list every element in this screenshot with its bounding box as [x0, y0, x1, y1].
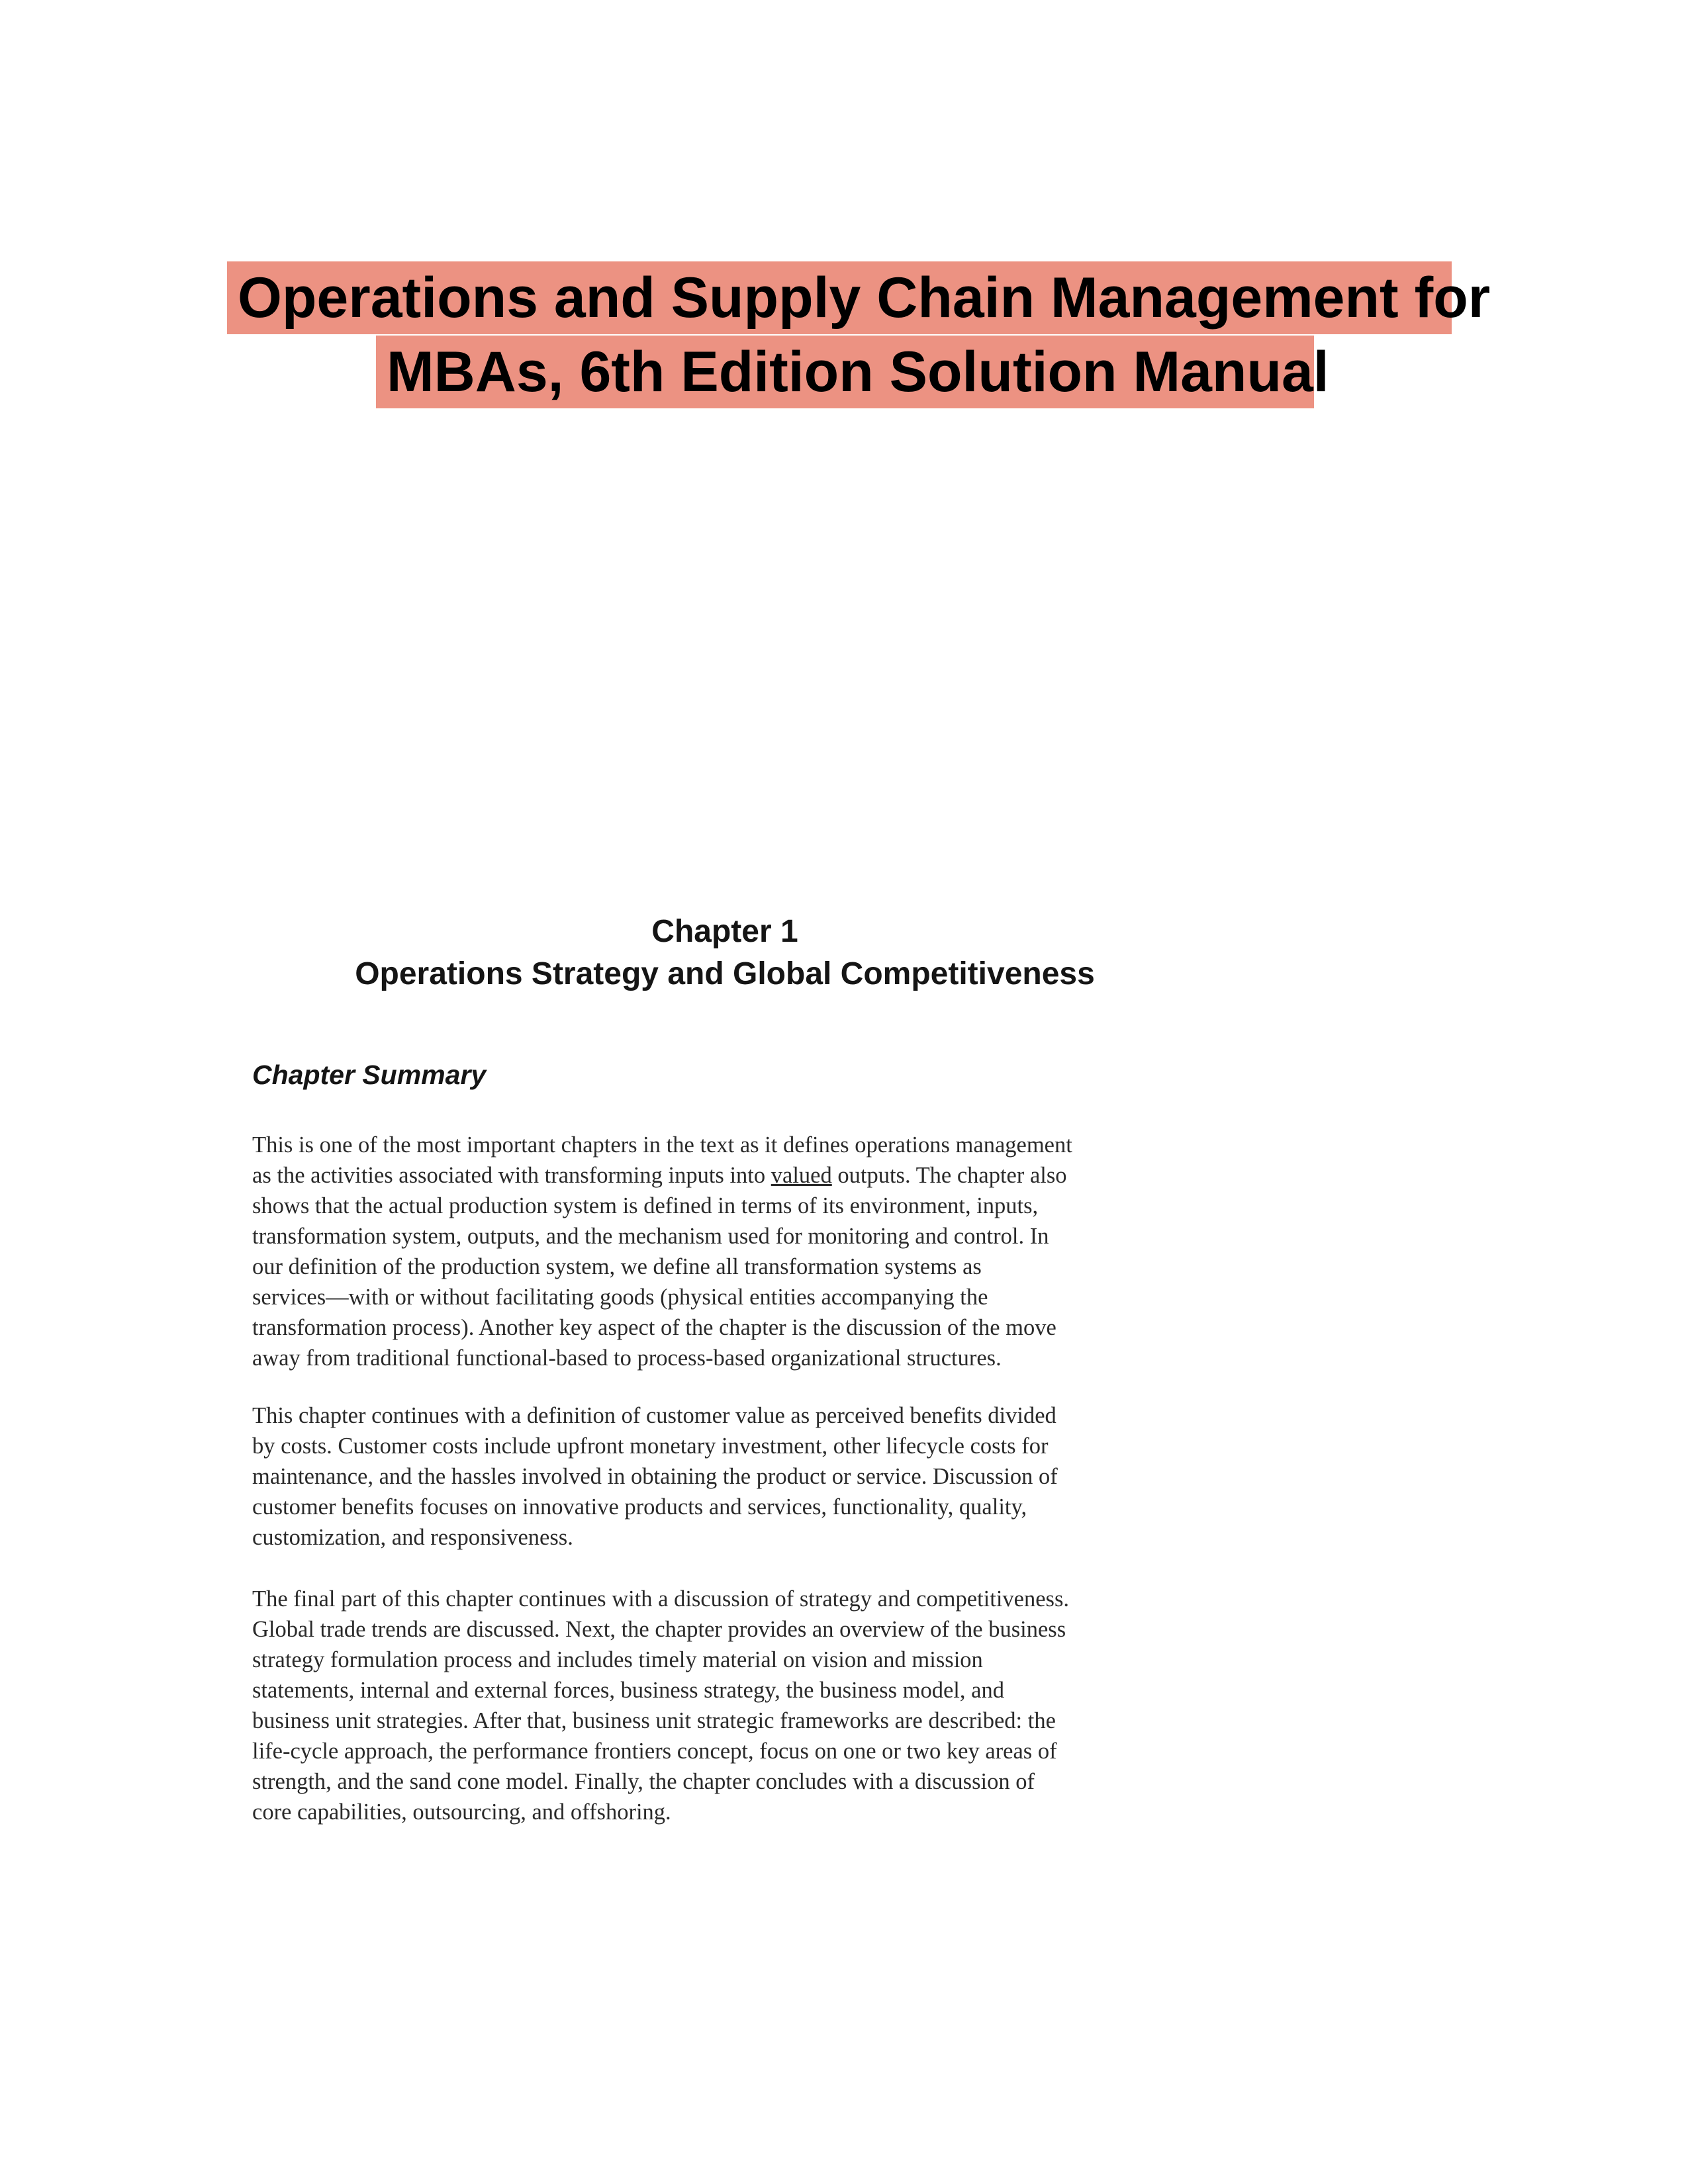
paragraph-line: The final part of this chapter continues with a discussion of strategy and competitiveness. [252, 1586, 1070, 1612]
paragraph-line: strength, and the sand cone model. Finally, the chapter concludes with a discussion of [252, 1769, 1035, 1794]
paragraph-line: away from traditional functional-based to process-based organizational structures. [252, 1345, 1002, 1371]
paragraph-text: outputs. The chapter also [831, 1163, 1067, 1188]
paragraph-line: customization, and responsiveness. [252, 1525, 573, 1550]
title-line-1: Operations and Supply Chain Management for [227, 261, 1452, 334]
paragraph-line: by costs. Customer costs include upfront monetary investment, other lifecycle costs for [252, 1433, 1049, 1459]
paragraph-line: customer benefits focuses on innovative products and services, functionality, quality, [252, 1494, 1027, 1520]
underlined-word: valued [771, 1163, 832, 1188]
summary-paragraph-2 [252, 1400, 1225, 1553]
paragraph-line [252, 1160, 1225, 1191]
paragraph-line: transformation system, outputs, and the mechanism used for monitoring and control. In [252, 1224, 1049, 1249]
summary-paragraph-3 [252, 1584, 1225, 1827]
paragraph-line: statements, internal and external forces, business strategy, the business model, and [252, 1678, 1004, 1703]
paragraph-line: This chapter continues with a definition of customer value as perceived benefits divided [252, 1403, 1056, 1428]
paragraph-line: core capabilities, outsourcing, and offshoring. [252, 1799, 671, 1825]
title-line-2: MBAs, 6th Edition Solution Manual [376, 336, 1314, 408]
paragraph-line: life-cycle approach, the performance frontiers concept, focus on one or two key areas of [252, 1739, 1057, 1764]
paragraph-line: our definition of the production system, we define all transformation systems as [252, 1254, 982, 1279]
paragraph-line: services—with or without facilitating goods (physical entities accompanying the [252, 1285, 988, 1310]
chapter-summary-heading: Chapter Summary [252, 1060, 487, 1090]
paragraph-line: strategy formulation process and includes timely material on vision and mission [252, 1647, 983, 1672]
paragraph-line: Global trade trends are discussed. Next, the chapter provides an overview of the business [252, 1617, 1066, 1642]
chapter-number: Chapter 1 [651, 914, 798, 949]
paragraph-line: business unit strategies. After that, business unit strategic frameworks are described: the [252, 1708, 1056, 1733]
paragraph-line: maintenance, and the hassles involved in obtaining the product or service. Discussion of [252, 1464, 1058, 1489]
chapter-title: Operations Strategy and Global Competitiveness [355, 956, 1095, 991]
paragraph-text: as the activities associated with transforming inputs into [252, 1163, 771, 1188]
paragraph-line: This is one of the most important chapters in the text as it defines operations management [252, 1132, 1072, 1158]
summary-paragraph-1 [252, 1130, 1225, 1373]
paragraph-line: transformation process). Another key aspect of the chapter is the discussion of the move [252, 1315, 1056, 1340]
paragraph-line: shows that the actual production system is defined in terms of its environment, inputs, [252, 1193, 1039, 1218]
